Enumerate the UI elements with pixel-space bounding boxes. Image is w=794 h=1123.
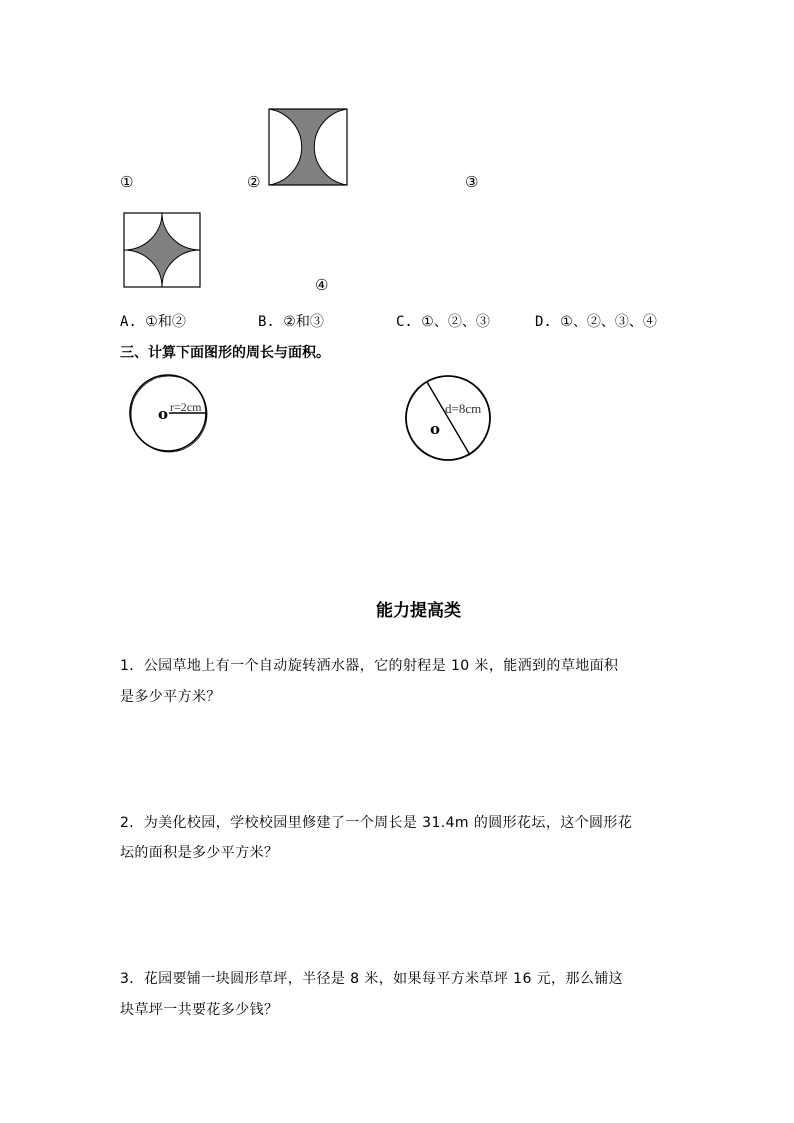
figure-4-square-star bbox=[123, 212, 201, 288]
figure-2-square-semicircles bbox=[268, 108, 348, 186]
question-3-line-2: 块草坪一共要花多少钱？ bbox=[120, 1002, 279, 1018]
circle-2-diameter-line bbox=[427, 382, 470, 455]
section-3-heading: 三、计算下面图形的周长与面积。 bbox=[120, 345, 330, 361]
circle-1-center-label: o bbox=[158, 405, 169, 423]
figure-2-shaded-region bbox=[269, 109, 347, 185]
question-1-line-1: 1．公园草地上有一个自动旋转洒水器，它的射程是 10 米，能洒到的草地面积 bbox=[120, 658, 619, 674]
circle-2-center-label: o bbox=[430, 420, 441, 438]
figure-marker-4: ④ bbox=[315, 276, 329, 294]
circle-1-figure bbox=[128, 372, 214, 458]
figure-marker-2: ② bbox=[247, 173, 261, 191]
question-2-line-1: 2．为美化校园，学校校园里修建了一个周长是 31.4m 的圆形花坛，这个圆形花 bbox=[120, 815, 633, 831]
figure-4-shaded-star bbox=[124, 213, 200, 287]
question-1-line-2: 是多少平方米？ bbox=[120, 689, 221, 705]
option-b: B. ②和③ bbox=[258, 314, 324, 330]
question-3-line-1: 3．花园要铺一块圆形草坪，半径是 8 米，如果每平方米草坪 16 元，那么铺这 bbox=[120, 971, 624, 987]
figure-marker-3: ③ bbox=[465, 173, 479, 191]
section-title: 能力提高类 bbox=[376, 601, 461, 621]
circle-2-diameter-label: d=8cm bbox=[445, 401, 482, 416]
circle-2-figure bbox=[403, 375, 495, 465]
circle-1-radius-label: r=2cm bbox=[170, 400, 202, 414]
option-a: A. ①和② bbox=[120, 314, 186, 330]
figure-marker-1: ① bbox=[120, 173, 134, 191]
option-d: D. ①、②、③、④ bbox=[535, 314, 657, 330]
option-c: C. ①、②、③ bbox=[396, 314, 490, 330]
question-2-line-2: 坛的面积是多少平方米？ bbox=[120, 845, 279, 861]
